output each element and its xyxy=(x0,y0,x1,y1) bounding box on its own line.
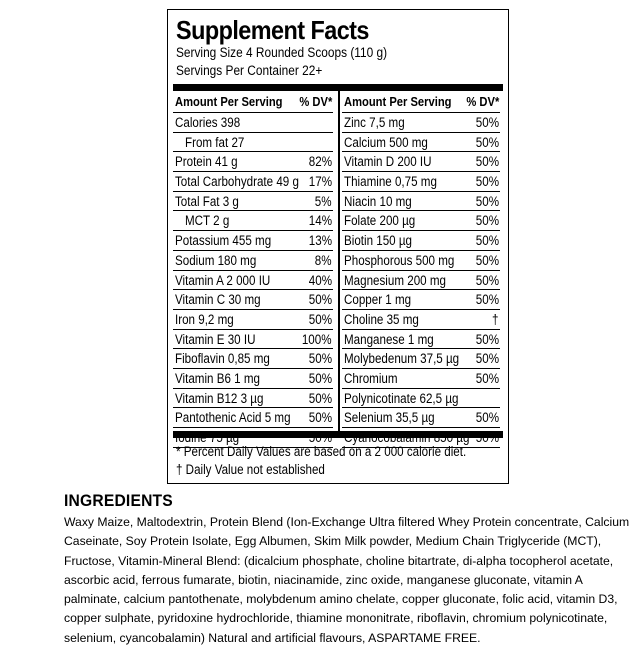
nutrient-daily-value: 50% xyxy=(308,410,332,426)
nutrient-name: Thiamine 0,75 mg xyxy=(344,174,437,190)
nutrient-row xyxy=(342,211,500,231)
nutrient-row xyxy=(173,271,333,291)
nutrient-daily-value: 50% xyxy=(475,174,499,190)
nutrient-daily-value: 50% xyxy=(475,154,499,170)
right-column-header xyxy=(342,91,500,113)
column-divider xyxy=(338,91,340,431)
nutrient-daily-value: 100% xyxy=(302,331,332,347)
nutrient-daily-value: 50% xyxy=(475,351,499,367)
nutrient-name: Iron 9,2 mg xyxy=(175,311,234,327)
nutrient-row xyxy=(173,192,333,212)
nutrient-name: Magnesium 200 mg xyxy=(344,272,446,288)
nutrient-name: Molybedenum 37,5 µg xyxy=(344,351,460,367)
servings-per-container: Servings Per Container 22+ xyxy=(176,63,323,78)
amount-header: Amount Per Serving xyxy=(175,94,283,109)
nutrient-name: Biotin 150 µg xyxy=(344,233,413,249)
nutrient-row xyxy=(173,330,333,350)
nutrient-daily-value: 50% xyxy=(475,233,499,249)
nutrient-row xyxy=(342,310,500,330)
nutrient-daily-value: 50% xyxy=(475,410,499,426)
nutrient-daily-value: 82% xyxy=(308,154,332,170)
nutrient-row xyxy=(173,310,333,330)
right-nutrient-column xyxy=(342,91,500,448)
nutrient-row xyxy=(173,349,333,369)
nutrient-daily-value: 50% xyxy=(308,370,332,386)
nutrient-row xyxy=(342,251,500,271)
nutrient-daily-value: 8% xyxy=(315,252,332,268)
nutrient-name: Total Carbohydrate 49 g xyxy=(175,174,299,190)
nutrient-name: Total Fat 3 g xyxy=(175,193,239,209)
nutrient-row xyxy=(173,251,333,271)
nutrient-name: Vitamin C 30 mg xyxy=(175,292,261,308)
nutrient-daily-value: 50% xyxy=(308,292,332,308)
nutrient-name: Potassium 455 mg xyxy=(175,233,272,249)
nutrient-name: Sodium 180 mg xyxy=(175,252,257,268)
nutrient-row xyxy=(342,369,500,389)
left-column-header xyxy=(173,91,333,113)
nutrient-daily-value: † xyxy=(492,311,499,327)
nutrient-daily-value: 50% xyxy=(475,193,499,209)
nutrient-daily-value: 50% xyxy=(475,331,499,347)
top-thick-rule xyxy=(173,84,503,91)
nutrient-name: Chromium xyxy=(344,370,398,386)
nutrient-daily-value: 50% xyxy=(475,292,499,308)
nutrient-daily-value: 17% xyxy=(308,174,332,190)
nutrient-daily-value: 50% xyxy=(308,351,332,367)
nutrient-name: Fiboflavin 0,85 mg xyxy=(175,351,270,367)
amount-header: Amount Per Serving xyxy=(344,94,452,109)
supplement-facts-panel xyxy=(167,9,509,484)
nutrient-row xyxy=(173,290,333,310)
nutrient-row xyxy=(173,408,333,428)
nutrient-row xyxy=(173,231,333,251)
nutrient-row xyxy=(342,113,500,133)
nutrient-row xyxy=(342,389,500,409)
nutrient-daily-value: 50% xyxy=(475,272,499,288)
nutrient-daily-value: 13% xyxy=(308,233,332,249)
daily-value-footnote: * Percent Daily Values are based on a 2 000 calorie diet. xyxy=(176,444,467,459)
nutrient-row xyxy=(173,152,333,172)
nutrient-row xyxy=(342,290,500,310)
nutrient-daily-value: 50% xyxy=(308,311,332,327)
serving-size: Serving Size 4 Rounded Scoops (110 g) xyxy=(176,45,388,60)
nutrient-daily-value: 14% xyxy=(308,213,332,229)
nutrient-row xyxy=(342,330,500,350)
nutrient-row xyxy=(342,172,500,192)
ingredients-heading: INGREDIENTS xyxy=(64,491,173,510)
nutrient-name: Niacin 10 mg xyxy=(344,193,412,209)
nutrient-name: MCT 2 g xyxy=(185,213,230,229)
nutrient-row xyxy=(342,231,500,251)
nutrient-daily-value: 50% xyxy=(475,115,499,130)
nutrient-row xyxy=(342,152,500,172)
nutrient-name: Vitamin A 2 000 IU xyxy=(175,272,271,288)
nutrient-name: Vitamin D 200 IU xyxy=(344,154,432,170)
nutrient-row xyxy=(342,349,500,369)
nutrient-name: Folate 200 µg xyxy=(344,213,416,229)
nutrient-row xyxy=(342,192,500,212)
ingredients-text: Waxy Maize, Maltodextrin, Protein Blend (Ion-Exchange Ultra filtered Whey Protein concentrate, Calcium Caseinate, Soy Protein Isolate, Egg Albumen, Skim Milk powder, Medium Chain Triglyceride (MCT), Fructose, Vitamin-Mineral Blend: (dicalcium phosphate, choline bitartrate, di-alpha tocopherol acetate, ascorbic acid, ferrous fumarate, biotin, niacinamide, zinc oxide, manganese gluconate, vitamin A palminate, calcium pantothenate, molybdenum amino chelate, copper gluconate, folic acid, vitamin D3, copper sulphate, pyridoxine hydrochloride, thiamine mononitrate, riboflavin, chromium polynicotinate, selenium, cyancobalamin) Natural and artificial flavours, ASPARTAME FREE. xyxy=(64,515,630,645)
nutrient-row xyxy=(342,271,500,291)
nutrient-name: Calcium 500 mg xyxy=(344,134,428,150)
nutrient-name: Vitamin B12 3 µg xyxy=(175,390,264,406)
nutrient-daily-value: 40% xyxy=(308,272,332,288)
nutrient-name: Copper 1 mg xyxy=(344,292,412,308)
nutrient-daily-value: 50% xyxy=(475,252,499,268)
nutrient-daily-value: 50% xyxy=(475,370,499,386)
nutrient-name: Zinc 7,5 mg xyxy=(344,115,405,130)
nutrient-row xyxy=(173,389,333,409)
nutrient-name: Choline 35 mg xyxy=(344,311,419,327)
nutrient-row xyxy=(173,172,333,192)
nutrient-name: Vitamin B6 1 mg xyxy=(175,370,260,386)
nutrient-daily-value: 50% xyxy=(308,390,332,406)
nutrient-name: From fat 27 xyxy=(185,134,245,150)
dv-header: % DV* xyxy=(466,94,499,109)
nutrient-name: Protein 41 g xyxy=(175,154,238,170)
nutrient-name: Pantothenic Acid 5 mg xyxy=(175,410,291,426)
nutrient-name: Manganese 1 mg xyxy=(344,331,434,347)
nutrient-name: Calories 398 xyxy=(175,115,241,130)
dagger-footnote: † Daily Value not established xyxy=(176,462,325,477)
nutrient-row xyxy=(342,408,500,428)
nutrient-name: Vitamin E 30 IU xyxy=(175,331,256,347)
facts-title: Supplement Facts xyxy=(176,15,369,45)
bottom-thick-rule xyxy=(173,431,503,438)
nutrient-row xyxy=(173,113,333,133)
nutrient-row xyxy=(342,133,500,153)
nutrient-row xyxy=(173,133,333,153)
nutrient-name: Selenium 35,5 µg xyxy=(344,410,435,426)
nutrient-row xyxy=(173,211,333,231)
dv-header: % DV* xyxy=(299,94,332,109)
nutrient-name: Phosphorous 500 mg xyxy=(344,252,455,268)
nutrient-daily-value: 5% xyxy=(315,193,332,209)
nutrient-name: Polynicotinate 62,5 µg xyxy=(344,390,459,406)
nutrient-daily-value: 50% xyxy=(475,213,499,229)
nutrient-row xyxy=(173,369,333,389)
left-nutrient-column xyxy=(173,91,333,448)
nutrient-daily-value: 50% xyxy=(475,134,499,150)
